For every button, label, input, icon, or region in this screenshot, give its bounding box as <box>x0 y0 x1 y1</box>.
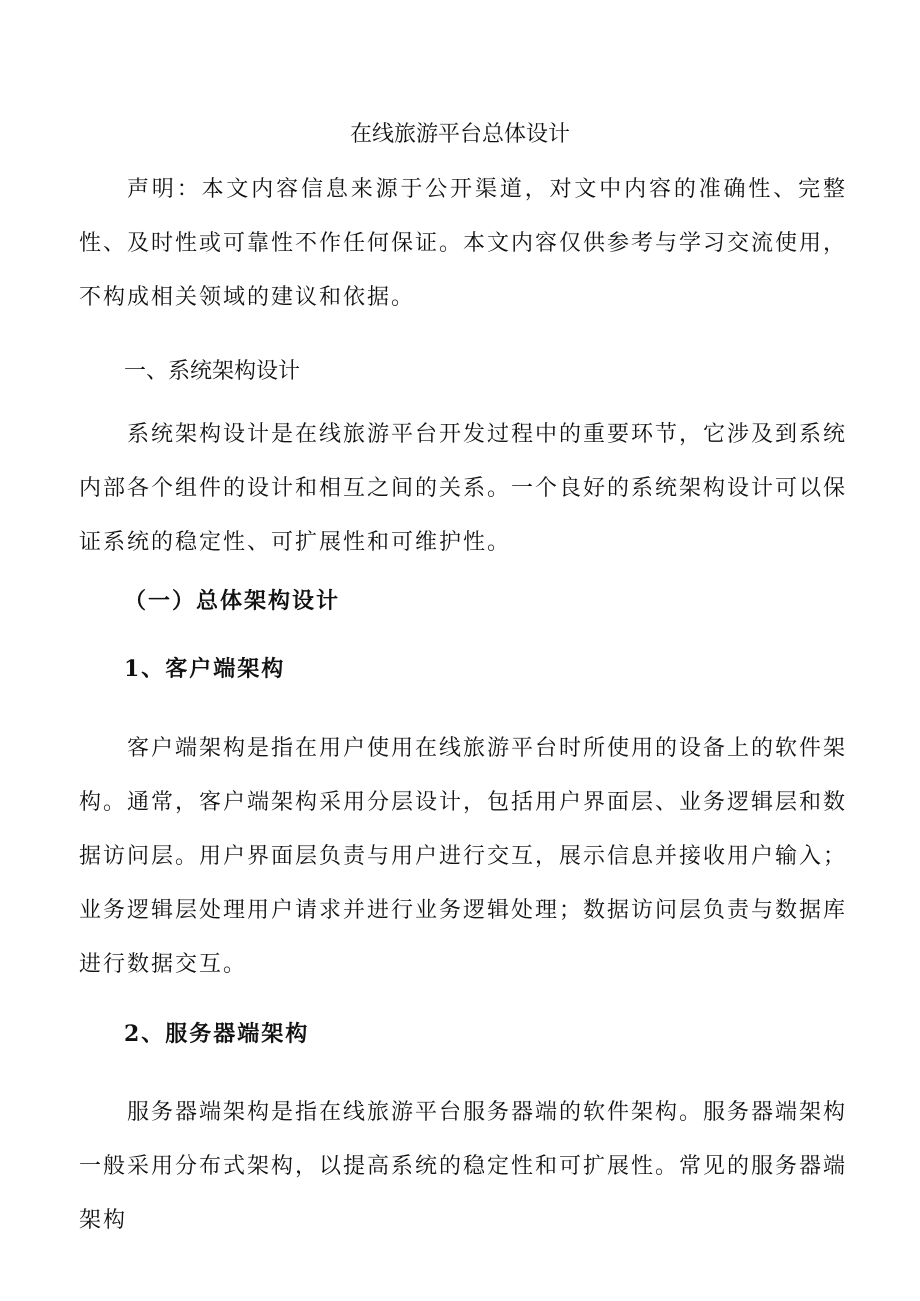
subsection-heading: （一）总体架构设计 <box>124 588 341 614</box>
client-architecture-paragraph: 客户端架构是指在用户使用在线旅游平台时所使用的设备上的软件架构。通常，客户端架构采用分层设计，包括用户界面层、业务逻辑层和数据访问层。用户界面层负责与用户进行交互，展示信息并接收用户输入；业务逻辑层处理用户请求并进行业务逻辑处理；数据访问层负责与数据库进行数据交互。 <box>79 736 848 977</box>
section-heading: 一、系统架构设计 <box>124 359 301 384</box>
server-architecture-paragraph: 服务器端架构是指在线旅游平台服务器端的软件架构。服务器端架构一般采用分布式架构，以提高系统的稳定性和可扩展性。常见的服务器端架构 <box>79 1100 848 1233</box>
item-heading-client: 1、客户端架构 <box>124 656 286 682</box>
disclaimer-paragraph: 声明：本文内容信息来源于公开渠道，对文中内容的准确性、完整性、及时性或可靠性不作任何保证。本文内容仅供参考与学习交流使用，不构成相关领域的建议和依据。 <box>79 177 848 310</box>
item-heading-server: 2、服务器端架构 <box>124 1021 310 1047</box>
section-intro-paragraph: 系统架构设计是在线旅游平台开发过程中的重要环节，它涉及到系统内部各个组件的设计和相互之间的关系。一个良好的系统架构设计可以保证系统的稳定性、可扩展性和可维护性。 <box>79 422 848 555</box>
document-title: 在线旅游平台总体设计 <box>349 122 570 147</box>
